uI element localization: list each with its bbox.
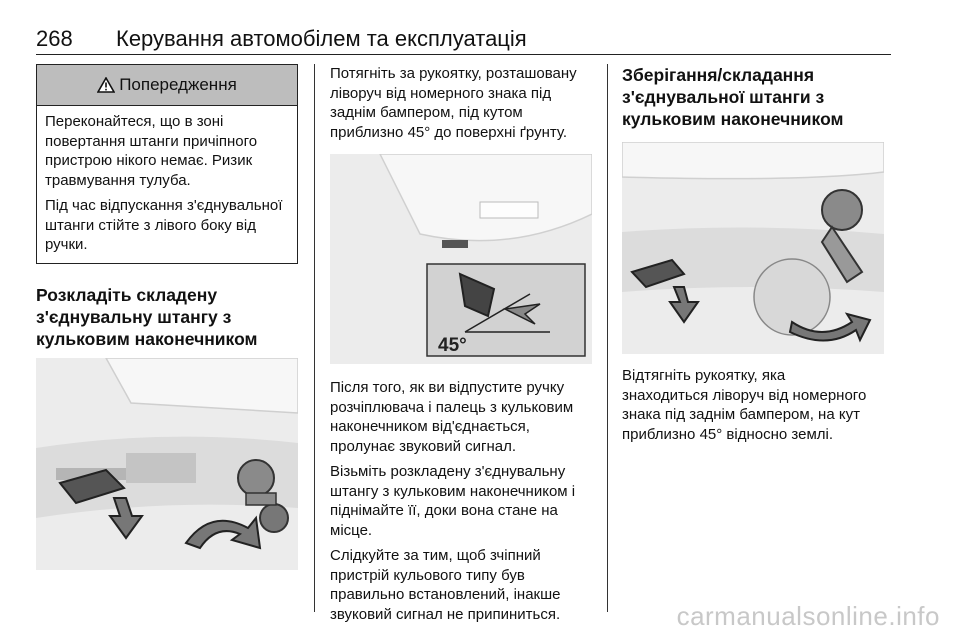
page-number: 268 [36, 26, 73, 51]
watermark: carmanualsonline.info [676, 601, 940, 631]
illustration-unfold-towbar [36, 358, 298, 570]
paragraph-lift-bar: Візьміть розкладену з'єднувальну штангу з кульковим наконечником і піднімайте її, доки вона стане на місце. [330, 463, 576, 539]
illustration-handle-angle [330, 154, 592, 364]
column-left [36, 64, 298, 570]
angle-label: 45° [438, 335, 467, 356]
paragraph-store-handle: Відтягніть рукоятку, яка знаходиться ліворуч від номерного знака під заднім бампером, на кут приблизно 45° відносно землі. [622, 367, 867, 443]
page-header [36, 20, 891, 55]
warning-header [37, 65, 297, 106]
warning-body [37, 106, 297, 263]
warning-paragraph: Під час відпускання з'єднувальної штанги стійте з лівого боку від ручки. [45, 197, 283, 253]
paragraph-check-installation: Слідкуйте за тим, щоб зчіпний пристрій кульового типу був правильно встановлений, інакше звуковий сигнал не припиниться. [330, 547, 561, 623]
paragraph-release-signal: Після того, як ви відпустите ручку розчіплювача і палець з кульковим наконечником від'єднається, пролунає звуковий сигнал. [330, 379, 574, 455]
warning-box [36, 64, 298, 264]
warning-paragraph: Переконайтеся, що в зоні повертання штанги причіпного пристрою нікого немає. Ризик травмування тулуба. [45, 113, 258, 189]
paragraph-pull-handle: Потягніть за рукоятку, розташовану ліворуч від номерного знака під заднім бампером, під кутом приблизно 45° до поверхні ґрунту. [330, 65, 577, 141]
warning-triangle-icon [97, 77, 115, 93]
column-divider [607, 64, 608, 612]
column-right [622, 64, 888, 444]
warning-title: Попередження [119, 75, 237, 94]
column-middle [330, 64, 592, 624]
illustration-fold-towbar [622, 142, 884, 354]
section-heading-store: Зберігання/складання з'єднувальної штанги з кульковим наконечником [622, 65, 844, 129]
chapter-title: Керування автомобілем та експлуатація [116, 26, 527, 51]
section-heading-unfold: Розкладіть складену з'єднувальну штангу з кульковим наконечником [36, 284, 258, 349]
column-divider [314, 64, 315, 612]
